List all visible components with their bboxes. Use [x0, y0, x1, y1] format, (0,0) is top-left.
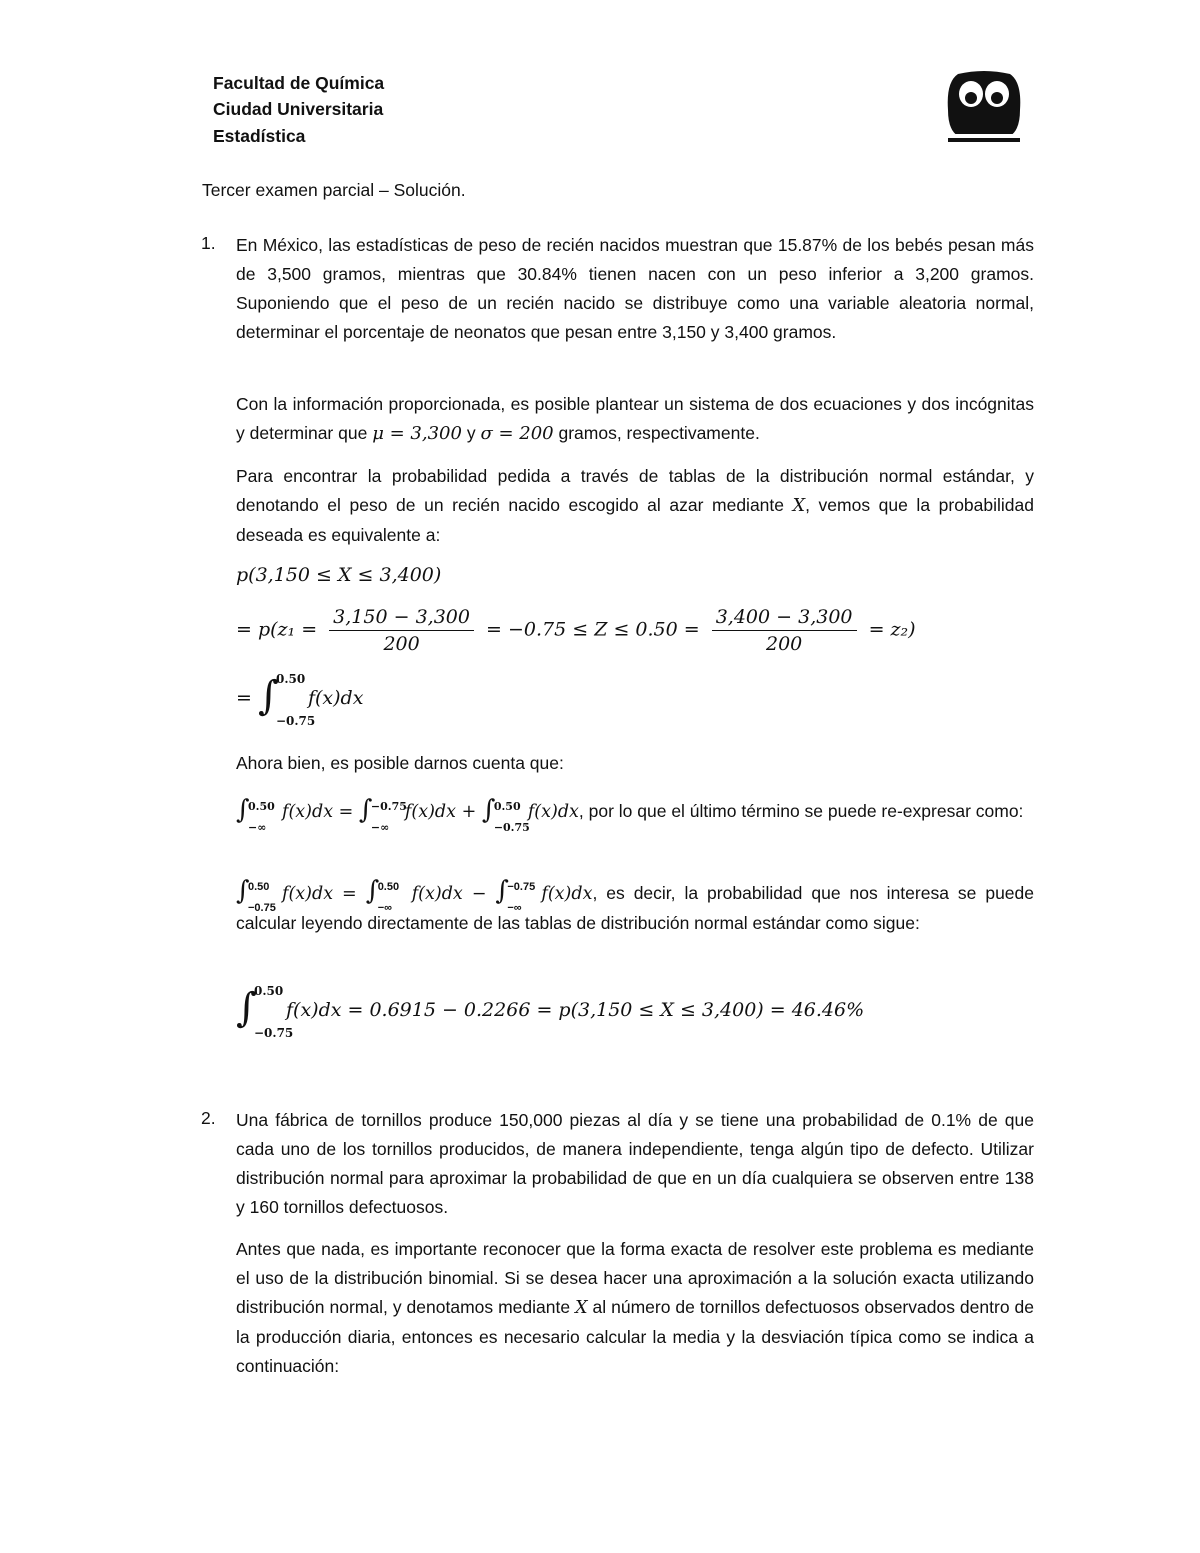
fx-f: f(x)dx: [541, 884, 593, 904]
fx-b: f(x)dx: [404, 802, 456, 822]
final-integral-lower: −0.75: [254, 1026, 294, 1040]
integral-lower: −0.75: [275, 714, 316, 728]
fraction-z1-denominator: 200: [383, 633, 420, 655]
minus-sign: −: [471, 884, 487, 904]
equals-a: =: [338, 802, 354, 822]
equation-integral: [236, 672, 364, 728]
q1-p2-text-b: y: [461, 423, 481, 443]
mu-value: μ = 3,300: [372, 423, 462, 444]
plus-sign: +: [461, 802, 477, 822]
eq3-equals: =: [236, 687, 252, 709]
final-integral-sign: ∫ 0.50 −0.75: [236, 984, 294, 1040]
integral-a-lower: −∞: [248, 820, 267, 834]
equation-final-result: [236, 984, 865, 1040]
integral-c-lower: −0.75: [493, 820, 530, 834]
integral-d: ∫ 0.50 −0.75: [236, 881, 282, 907]
fx-e: f(x)dx: [411, 884, 463, 904]
q1-p3-text-a: Para encontrar la probabilidad pedida a través de tablas de la distribución normal estándar, y denotando el peso de un recién nacido escogido al azar mediante: [236, 466, 1034, 515]
integral-c-upper: 0.50: [493, 799, 521, 813]
q1-paragraph-method: [236, 462, 1034, 550]
fx-c: f(x)dx: [527, 802, 579, 822]
q1-p2-text-a: Con la información proporcionada, es posible plantear un sistema de dos ecuaciones y dos incógnitas y determinar que: [236, 394, 1034, 443]
integral-d-upper: 0.50: [248, 881, 270, 894]
equation-probability: p(3,150 ≤ X ≤ 3,400): [236, 564, 442, 586]
integral-a-upper: 0.50: [248, 799, 275, 813]
campus-name: Ciudad Universitaria: [213, 99, 384, 119]
exam-title: Tercer examen parcial – Solución.: [202, 180, 466, 200]
fraction-z2-denominator: 200: [765, 633, 803, 655]
integral-sign: ∫ 0.50 −0.75: [257, 672, 316, 728]
sigma-value: σ = 200: [480, 423, 554, 444]
integral-upper: 0.50: [275, 672, 306, 686]
q2-p2-text-a: Antes que nada, es importante reconocer que la forma exacta de resolver este problema es mediante el uso de la distribución binomial. Si se desea hacer una aproximación a la solución exacta utilizando distribución normal, y denotamos mediante: [236, 1239, 1034, 1317]
fraction-z2-numerator: 3,400 − 3,300: [712, 606, 857, 631]
faculty-name: Facultad de Química: [213, 73, 385, 93]
fx-d: f(x)dx: [282, 884, 334, 904]
q1-p5-tail: , por lo que el último término se puede re-expresar como:: [578, 801, 1024, 821]
q2-paragraph-approach: [236, 1235, 1034, 1381]
unam-quimica-logo: [944, 70, 1024, 144]
question-2-statement: Una fábrica de tornillos produce 150,000 piezas al día y se tiene una probabilidad de 0.1% de que cada uno de los tornillos producidos, de manera independiente, tenga algún tipo de defecto. Utilizar distribución normal para aproximar la probabilidad de que en un día cualquiera se observen entre 138 y 160 tornillos defectuosos.: [236, 1110, 1034, 1217]
integral-d-lower: −0.75: [248, 902, 276, 915]
integral-e-lower: −∞: [377, 902, 392, 915]
q1-paragraph-note: Ahora bien, es posible darnos cuenta que:: [236, 753, 564, 773]
eq2-suffix: = z₂): [868, 618, 916, 641]
q2-variable-x: X: [575, 1298, 588, 1318]
q1-p2-text-c: gramos, respectivamente.: [553, 423, 760, 443]
integral-f: ∫ −0.75 −∞: [495, 881, 541, 907]
question-2-number: 2.: [201, 1108, 216, 1128]
integral-f-lower: −∞: [507, 902, 522, 915]
fraction-z1: [329, 606, 474, 655]
integral-e-upper: 0.50: [377, 881, 400, 894]
integral-f-upper: −0.75: [507, 881, 536, 894]
question-1-statement: En México, las estadísticas de peso de recién nacidos muestran que 15.87% de los bebés pesan más de 3,500 gramos, mientras que 30.84% tienen nacen con un peso inferior a 3,200 gramos. Suponiendo que el peso de un recién nacido se distribuye como una variable aleatoria normal, determinar el porcentaje de neonatos que pesan entre 3,150 y 3,400 gramos.: [236, 235, 1034, 342]
q1-paragraph-reexpression: [236, 876, 1034, 938]
integral-b-upper: −0.75: [370, 799, 407, 813]
q1-p3-text-b: , vemos que la probabilidad deseada es equivalente a:: [236, 495, 1034, 545]
fx-a: f(x)dx: [282, 802, 334, 822]
q1-paragraph-parameters: [236, 390, 1034, 448]
integral-e: ∫ 0.50 −∞: [366, 881, 412, 907]
question-1-number: 1.: [201, 233, 216, 253]
q1-p6-tail: , es decir, la probabilidad que nos interesa se puede calcular leyendo directamente de las tablas de distribución normal estándar como sigue:: [236, 883, 1034, 933]
final-integral-upper: 0.50: [254, 984, 284, 998]
eq2-middle: = −0.75 ≤ Z ≤ 0.50 =: [486, 618, 700, 641]
course-name: Estadística: [213, 126, 306, 146]
integrand: f(x)dx: [307, 687, 364, 709]
integral-b: ∫ −0.75 −∞: [359, 800, 405, 826]
eq2-prefix: = p(z₁ =: [236, 618, 318, 641]
fraction-z1-numerator: 3,150 − 3,300: [329, 606, 474, 631]
integral-b-lower: −∞: [370, 820, 390, 834]
final-result-expression: f(x)dx = 0.6915 − 0.2266 = p(3,150 ≤ X ≤ 3,400) = 46.46%: [286, 999, 865, 1021]
equals-d: =: [342, 884, 357, 904]
integral-a: ∫ 0.50 −∞: [236, 800, 282, 826]
variable-x: X: [792, 496, 806, 516]
equation-standardization: [236, 606, 916, 655]
fraction-z2: [712, 606, 857, 655]
q1-paragraph-decomposition: [236, 794, 1034, 834]
integral-c: ∫ 0.50 −0.75: [482, 800, 528, 826]
q2-p2-text-b: al número de tornillos defectuosos observados dentro de la producción diaria, entonces es necesario calcular la media y la desviación típica como se indica a continuación:: [236, 1297, 1034, 1376]
